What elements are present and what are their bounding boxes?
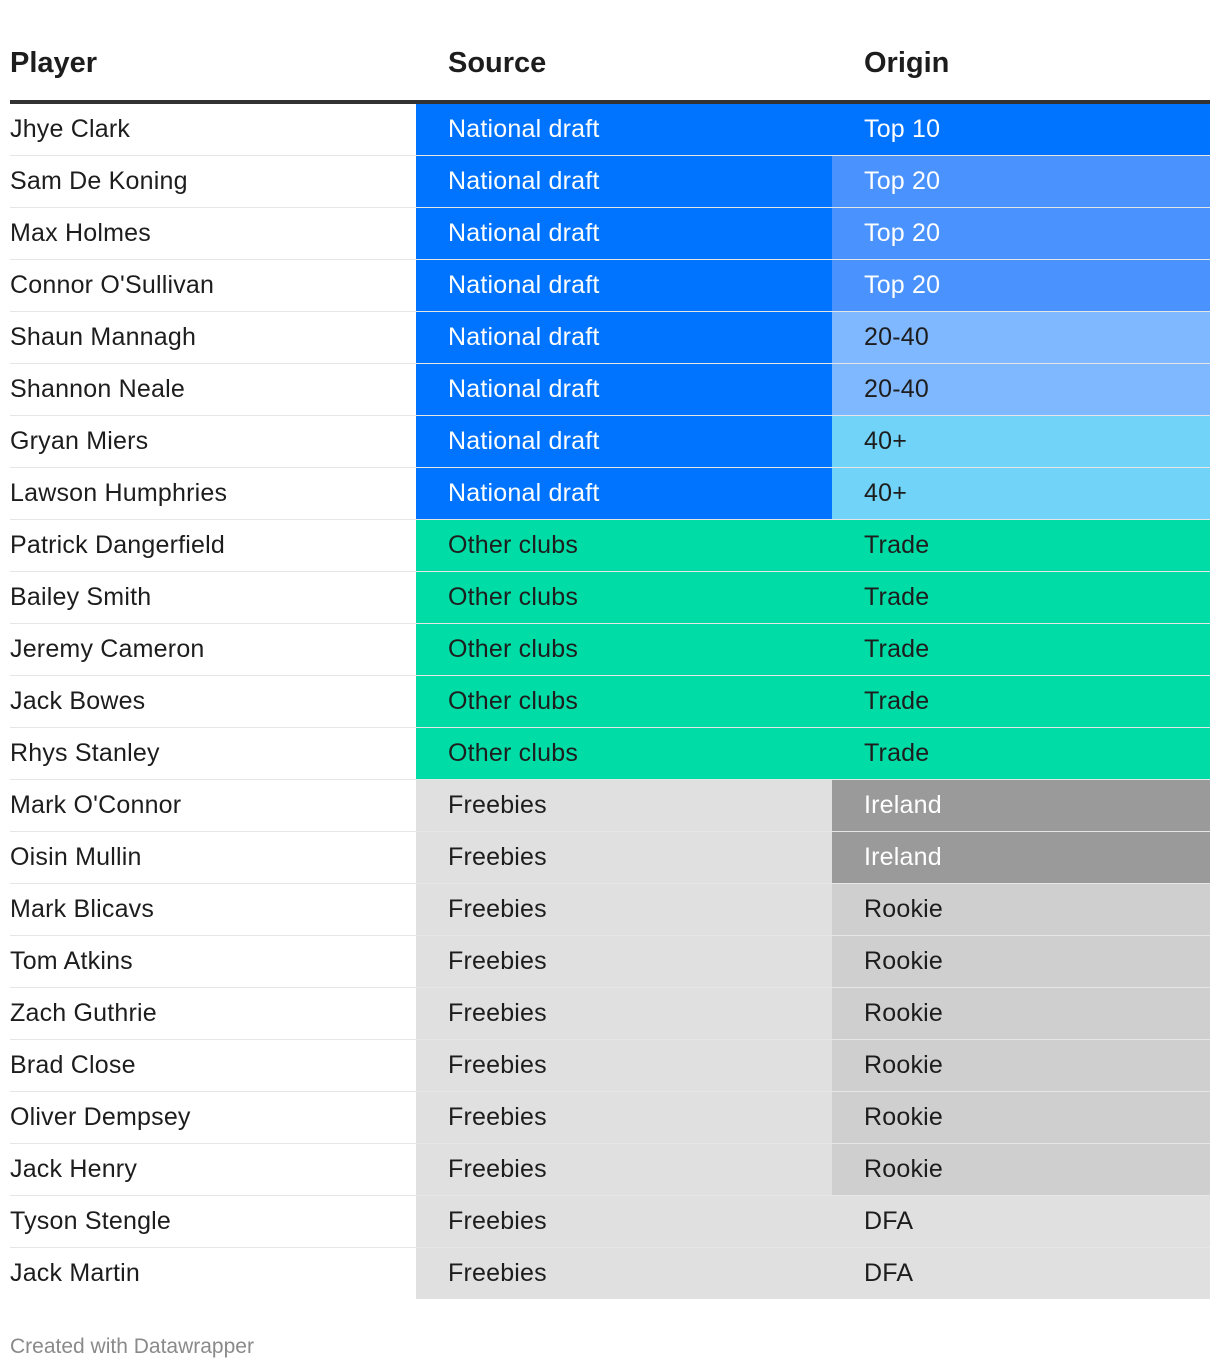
origin-cell: Ireland bbox=[832, 832, 1210, 884]
source-cell: Freebies bbox=[416, 780, 832, 832]
player-cell: Jack Bowes bbox=[10, 676, 416, 728]
player-cell: Oliver Dempsey bbox=[10, 1092, 416, 1144]
origin-cell: Rookie bbox=[832, 988, 1210, 1040]
source-cell: National draft bbox=[416, 156, 832, 208]
table-row bbox=[10, 676, 1210, 728]
source-cell: National draft bbox=[416, 208, 832, 260]
table-row bbox=[10, 102, 1210, 156]
column-header-origin: Origin bbox=[832, 26, 1210, 102]
player-cell: Max Holmes bbox=[10, 208, 416, 260]
origin-cell: Top 20 bbox=[832, 156, 1210, 208]
source-cell: National draft bbox=[416, 468, 832, 520]
table-row bbox=[10, 780, 1210, 832]
source-cell: National draft bbox=[416, 260, 832, 312]
table-row bbox=[10, 936, 1210, 988]
player-cell: Patrick Dangerfield bbox=[10, 520, 416, 572]
table-row bbox=[10, 156, 1210, 208]
source-cell: Freebies bbox=[416, 1144, 832, 1196]
player-cell: Brad Close bbox=[10, 1040, 416, 1092]
datawrapper-credit: Created with Datawrapper bbox=[10, 1335, 254, 1358]
player-cell: Jhye Clark bbox=[10, 102, 416, 156]
player-cell: Bailey Smith bbox=[10, 572, 416, 624]
origin-cell: Trade bbox=[832, 728, 1210, 780]
table-row bbox=[10, 520, 1210, 572]
origin-cell: Rookie bbox=[832, 1092, 1210, 1144]
source-cell: Freebies bbox=[416, 1196, 832, 1248]
origin-cell: Ireland bbox=[832, 780, 1210, 832]
player-cell: Shaun Mannagh bbox=[10, 312, 416, 364]
origin-cell: Rookie bbox=[832, 1040, 1210, 1092]
player-cell: Jack Henry bbox=[10, 1144, 416, 1196]
source-cell: Freebies bbox=[416, 1248, 832, 1300]
table-row bbox=[10, 624, 1210, 676]
table-row bbox=[10, 1144, 1210, 1196]
origin-cell: Trade bbox=[832, 572, 1210, 624]
source-cell: Freebies bbox=[416, 988, 832, 1040]
table-row bbox=[10, 1196, 1210, 1248]
player-cell: Oisin Mullin bbox=[10, 832, 416, 884]
table-row bbox=[10, 988, 1210, 1040]
table-row bbox=[10, 728, 1210, 780]
table-body bbox=[10, 102, 1210, 1299]
source-cell: National draft bbox=[416, 312, 832, 364]
source-cell: Other clubs bbox=[416, 572, 832, 624]
origin-cell: Top 20 bbox=[832, 260, 1210, 312]
table-row bbox=[10, 364, 1210, 416]
source-cell: National draft bbox=[416, 102, 832, 156]
origin-cell: 20-40 bbox=[832, 364, 1210, 416]
source-cell: Other clubs bbox=[416, 728, 832, 780]
origin-cell: Rookie bbox=[832, 884, 1210, 936]
origin-cell: Top 10 bbox=[832, 102, 1210, 156]
column-header-source: Source bbox=[416, 26, 832, 102]
origin-cell: DFA bbox=[832, 1196, 1210, 1248]
player-origin-table bbox=[10, 26, 1210, 1299]
column-header-player: Player bbox=[10, 26, 416, 102]
table-row bbox=[10, 572, 1210, 624]
table-row bbox=[10, 416, 1210, 468]
data-table-container bbox=[10, 26, 1210, 1299]
player-cell: Gryan Miers bbox=[10, 416, 416, 468]
origin-cell: Trade bbox=[832, 676, 1210, 728]
origin-cell: 20-40 bbox=[832, 312, 1210, 364]
player-cell: Sam De Koning bbox=[10, 156, 416, 208]
table-row bbox=[10, 1040, 1210, 1092]
source-cell: Freebies bbox=[416, 1040, 832, 1092]
player-cell: Rhys Stanley bbox=[10, 728, 416, 780]
origin-cell: DFA bbox=[832, 1248, 1210, 1300]
table-row bbox=[10, 832, 1210, 884]
player-cell: Mark O'Connor bbox=[10, 780, 416, 832]
table-row bbox=[10, 884, 1210, 936]
origin-cell: Rookie bbox=[832, 936, 1210, 988]
table-row bbox=[10, 260, 1210, 312]
player-cell: Lawson Humphries bbox=[10, 468, 416, 520]
source-cell: Other clubs bbox=[416, 624, 832, 676]
source-cell: Freebies bbox=[416, 1092, 832, 1144]
table-row bbox=[10, 1248, 1210, 1300]
origin-cell: 40+ bbox=[832, 416, 1210, 468]
source-cell: Other clubs bbox=[416, 520, 832, 572]
player-cell: Jeremy Cameron bbox=[10, 624, 416, 676]
origin-cell: Trade bbox=[832, 520, 1210, 572]
table-row bbox=[10, 312, 1210, 364]
source-cell: National draft bbox=[416, 416, 832, 468]
header-row bbox=[10, 26, 1210, 102]
player-cell: Zach Guthrie bbox=[10, 988, 416, 1040]
player-cell: Connor O'Sullivan bbox=[10, 260, 416, 312]
table-row bbox=[10, 468, 1210, 520]
table-row bbox=[10, 1092, 1210, 1144]
origin-cell: Top 20 bbox=[832, 208, 1210, 260]
origin-cell: Rookie bbox=[832, 1144, 1210, 1196]
player-cell: Jack Martin bbox=[10, 1259, 141, 1287]
origin-cell: 40+ bbox=[832, 468, 1210, 520]
player-cell: Tom Atkins bbox=[10, 936, 416, 988]
table-row bbox=[10, 208, 1210, 260]
player-cell: Tyson Stengle bbox=[10, 1196, 416, 1248]
table-header bbox=[10, 26, 1210, 102]
player-cell: Shannon Neale bbox=[10, 364, 416, 416]
source-cell: Freebies bbox=[416, 832, 832, 884]
source-cell: Other clubs bbox=[416, 676, 832, 728]
origin-cell: Trade bbox=[832, 624, 1210, 676]
player-cell: Mark Blicavs bbox=[10, 884, 416, 936]
source-cell: Freebies bbox=[416, 884, 832, 936]
source-cell: Freebies bbox=[416, 936, 832, 988]
source-cell: National draft bbox=[416, 364, 832, 416]
